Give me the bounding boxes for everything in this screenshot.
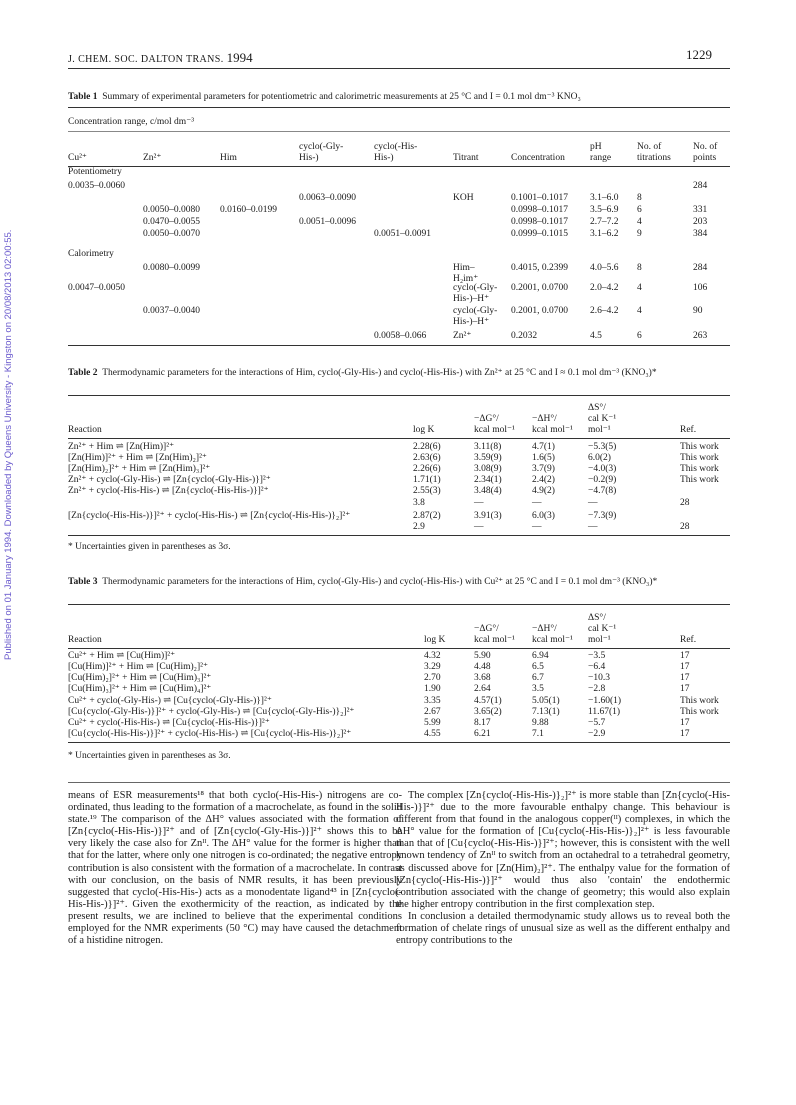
- table1-header-titrant: Titrant: [453, 153, 479, 163]
- table1-cell-cgh: 0.0051–0.0096: [299, 217, 356, 227]
- table1-cell-npts: 284: [693, 181, 708, 191]
- table1-cell-ph: 3.1–6.0: [590, 193, 619, 203]
- table1-header-chh: cyclo(-His- His-): [374, 142, 418, 163]
- table3-cell-ds: −3.5: [588, 651, 606, 661]
- table1-cell-npts: 203: [693, 217, 708, 227]
- table1-cell-titrant: Him– H₂im⁺: [453, 263, 479, 284]
- table1-cell-ntit: 8: [637, 263, 642, 273]
- table2-cell-dg: 3.59(9): [474, 453, 502, 463]
- table2-cell-dg: —: [474, 498, 484, 508]
- table1-cell-zn: 0.0050–0.0070: [143, 229, 200, 239]
- table3-bottom-rule: [68, 742, 730, 743]
- table3-cell-ds: −2.8: [588, 684, 606, 694]
- table2-header-dg: −ΔG°/ kcal mol⁻¹: [474, 414, 515, 435]
- journal-name: J. CHEM. SOC. DALTON TRANS.: [68, 54, 224, 65]
- table2-cell-dh: 6.0(3): [532, 511, 555, 521]
- table1-bottom-rule: [68, 345, 730, 346]
- table3-cell-logk: 4.32: [424, 651, 441, 661]
- table1-section-potentiometry: Potentiometry: [68, 167, 122, 177]
- table3-cell-dh: 3.5: [532, 684, 544, 694]
- table1-cell-conc: 0.0999–0.1015: [511, 229, 568, 239]
- table1-top-rule: [68, 107, 730, 108]
- table1-cell-chh: 0.0051–0.0091: [374, 229, 431, 239]
- table1-cell-conc: 0.2032: [511, 331, 538, 341]
- table3-cell-dg: 6.21: [474, 729, 491, 739]
- table1-cell-ph: 3.1–6.2: [590, 229, 619, 239]
- table3-footnote: * Uncertainties given in parentheses as 3σ.: [68, 751, 231, 761]
- table3-cell-logk: 5.99: [424, 718, 441, 728]
- table2-cell-ref: 28: [680, 522, 690, 532]
- table2-label: Table 2: [68, 368, 98, 378]
- table1-cell-conc: 0.0998–0.1017: [511, 205, 568, 215]
- table2-cell-dh: 4.7(1): [532, 442, 555, 452]
- table1-header-cu: Cu²⁺: [68, 153, 87, 163]
- table3-cell-ref: 17: [680, 684, 690, 694]
- table3-cell-dh: 6.94: [532, 651, 549, 661]
- table2-cell-ds: 6.0(2): [588, 453, 611, 463]
- table2-cell-ref: This work: [680, 453, 719, 463]
- table1-cell-conc: 0.2001, 0.0700: [511, 306, 568, 316]
- table2-cell-ds: −0.2(9): [588, 475, 617, 485]
- table2-cell-ds: −7.3(9): [588, 511, 617, 521]
- table2-cell-ds: —: [588, 498, 598, 508]
- table1-cell-ph: 2.6–4.2: [590, 306, 619, 316]
- table1-header-ntit: No. of titrations: [637, 142, 671, 163]
- table2-cell-logk: 2.55(3): [413, 486, 441, 496]
- table3-cell-ref: 17: [680, 718, 690, 728]
- table2-cell-dh: 3.7(9): [532, 464, 555, 474]
- table1-cell-titrant: cyclo(-Gly- His-)–H⁺: [453, 306, 498, 327]
- table2-cell-dg: 3.48(4): [474, 486, 502, 496]
- table3-cell-ref: 17: [680, 673, 690, 683]
- table1-header-ph: pH range: [590, 142, 612, 163]
- table3-cell-reaction: [Cu(Him)₃]²⁺ + Him ⇌ [Cu(Him)₄]²⁺: [68, 684, 212, 694]
- table3-cell-reaction: [Cu{cyclo(-His-His-)}]²⁺ + cyclo(-His-His-) ⇌ [Cu{cyclo(-His-His-)}₂]²⁺: [68, 729, 352, 739]
- body-right-column: [396, 790, 730, 947]
- table1-cell-npts: 263: [693, 331, 708, 341]
- table1-cell-npts: 384: [693, 229, 708, 239]
- table2-cell-ref: This work: [680, 475, 719, 485]
- tables-end-rule: [68, 782, 730, 783]
- table2-cell-dh: —: [532, 498, 542, 508]
- table2-top-rule: [68, 395, 730, 396]
- table3-cell-ref: This work: [680, 707, 719, 717]
- table1-cell-ntit: 6: [637, 331, 642, 341]
- table1-cell-conc: 0.1001–0.1017: [511, 193, 568, 203]
- table3-cell-logk: 2.67: [424, 707, 441, 717]
- table1-section-calorimetry: Calorimetry: [68, 249, 114, 259]
- table2-cell-reaction: [Zn(Him)₂]²⁺ + Him ⇌ [Zn(Him)₃]²⁺: [68, 464, 211, 474]
- table2-cell-reaction: Zn²⁺ + cyclo(-Gly-His-) ⇌ [Zn{cyclo(-Gly-His-)}]²⁺: [68, 475, 271, 485]
- table1-header-zn: Zn²⁺: [143, 153, 162, 163]
- table2-cell-logk: 3.8: [413, 498, 425, 508]
- table1-cell-titrant: Zn²⁺: [453, 331, 472, 341]
- table3-cell-ref: 17: [680, 651, 690, 661]
- table2-cell-logk: 2.87(2): [413, 511, 441, 521]
- table3-label: Table 3: [68, 577, 98, 587]
- table3-cell-reaction: [Cu{cyclo(-Gly-His-)}]²⁺ + cyclo(-Gly-His-) ⇌ [Cu{cyclo(-Gly-His-)}₂]²⁺: [68, 707, 355, 717]
- table3-cell-dh: 7.13(1): [532, 707, 560, 717]
- table2-cell-ds: −4.0(3): [588, 464, 617, 474]
- table1-cell-ntit: 6: [637, 205, 642, 215]
- table3-cell-ds: 11.67(1): [588, 707, 621, 717]
- table1-cell-conc: 0.4015, 0.2399: [511, 263, 568, 273]
- table3-cell-dg: 4.48: [474, 662, 491, 672]
- table2-cell-dh: —: [532, 522, 542, 532]
- table1-cell-npts: 331: [693, 205, 708, 215]
- table1-label: Table 1: [68, 92, 98, 102]
- table2-cell-dh: 1.6(5): [532, 453, 555, 463]
- table1-cell-ph: 4.0–5.6: [590, 263, 619, 273]
- table1-cell-zn: 0.0037–0.0040: [143, 306, 200, 316]
- table1-cell-ph: 3.5–6.9: [590, 205, 619, 215]
- table1-cell-ntit: 9: [637, 229, 642, 239]
- table1-cell-ntit: 4: [637, 306, 642, 316]
- table2-cell-ds: —: [588, 522, 598, 532]
- table2-cell-dg: 3.91(3): [474, 511, 502, 521]
- table2-cell-ref: This work: [680, 442, 719, 452]
- table3-cell-ref: 17: [680, 662, 690, 672]
- table3-cell-ref: This work: [680, 696, 719, 706]
- table2-cell-dg: 2.34(1): [474, 475, 502, 485]
- table2-header-ref: Ref.: [680, 425, 697, 435]
- table3-cell-reaction: Cu²⁺ + Him ⇌ [Cu(Him)]²⁺: [68, 651, 176, 661]
- table1-cell-zn: 0.0080–0.0099: [143, 263, 200, 273]
- table2-cell-dg: 3.11(8): [474, 442, 502, 452]
- table3-cell-dg: 4.57(1): [474, 696, 502, 706]
- table3-cell-ds: −6.4: [588, 662, 606, 672]
- table2-cell-dg: —: [474, 522, 484, 532]
- table1-cell-npts: 284: [693, 263, 708, 273]
- table2-cell-reaction: [Zn(Him)]²⁺ + Him ⇌ [Zn(Him)₂]²⁺: [68, 453, 207, 463]
- header-rule: [68, 68, 730, 69]
- table3-top-rule: [68, 604, 730, 605]
- table3-cell-dg: 5.90: [474, 651, 491, 661]
- table3-cell-dh: 7.1: [532, 729, 544, 739]
- table3-cell-ds: −5.7: [588, 718, 606, 728]
- table1-cell-titrant: KOH: [453, 193, 474, 203]
- page-number: 1229: [686, 47, 712, 62]
- table2-cell-ref: This work: [680, 464, 719, 474]
- table1-caption: [68, 91, 738, 103]
- table2-cell-reaction: [Zn{cyclo(-His-His-)}]²⁺ + cyclo(-His-His-) ⇌ [Zn{cyclo(-His-His-)}₂]²⁺: [68, 511, 351, 521]
- table2-header-dh: −ΔH°/ kcal mol⁻¹: [532, 414, 573, 435]
- table2-header-logk: log K: [413, 425, 435, 435]
- table1-cell-titrant: cyclo(-Gly- His-)–H⁺: [453, 283, 498, 304]
- table1-cell-ntit: 8: [637, 193, 642, 203]
- body-right-paragraph-1: The complex [Zn{cyclo(-His-His-)}₂]²⁺ is more stable than [Zn{cyclo(-His-His-)}]²⁺ due to the more favourable enthalpy change. This behaviour is different from that found in the analogous copper(ᴵᴵ) complexes, in which the ΔH° value for the formation of [Cu{cyclo(-His-His-)}₂]²⁺ is less favourable than that of [Cu{cyclo(-His-His-)}]²⁺; however, this is consistent with the well known tendency of Znᴵᴵ to switch from an octahedral to a tetrahedral geometry, as discussed above for [Zn(Him)₂]²⁺. The enthalpy value for the formation of [Zn{cyclo(-His-His-)}]²⁺ would thus also 'contain' the endothermic contribution associated with the change of geometry; this would also explain the higher entropy contribution in the first complexation step.: [396, 790, 730, 910]
- journal-year: 1994: [226, 50, 253, 65]
- table1-header-rule: [68, 166, 730, 167]
- table3-header-logk: log K: [424, 635, 446, 645]
- table1-cell-chh: 0.0058–0.066: [374, 331, 427, 341]
- table1-cell-npts: 90: [693, 306, 703, 316]
- table3-cell-logk: 2.70: [424, 673, 441, 683]
- table3-cell-logk: 4.55: [424, 729, 441, 739]
- table2-cell-ds: −5.3(5): [588, 442, 617, 452]
- table2-header-ds: ΔS°/ cal K⁻¹ mol⁻¹: [588, 403, 617, 435]
- table1-cell-zn: 0.0050–0.0080: [143, 205, 200, 215]
- table2-cell-logk: 1.71(1): [413, 475, 441, 485]
- running-header: [68, 50, 253, 66]
- table3-cell-dh: 6.7: [532, 673, 544, 683]
- table3-cell-dg: 3.65(2): [474, 707, 502, 717]
- table3-caption-text: Thermodynamic parameters for the interactions of Him, cyclo(-Gly-His-) and cyclo(-His-His-) with Cu²⁺ at 25 °C and I = 0.1 mol dm⁻³ (KNO₃)*: [102, 577, 658, 587]
- table3-cell-reaction: [Cu(Him)₂]²⁺ + Him ⇌ [Cu(Him)₃]²⁺: [68, 673, 212, 683]
- table2-cell-logk: 2.63(6): [413, 453, 441, 463]
- table1-header-conc: Concentration: [511, 153, 565, 163]
- table1-cell-him: 0.0160–0.0199: [220, 205, 277, 215]
- table1-header-npts: No. of points: [693, 142, 718, 163]
- table3-header-ds: ΔS°/ cal K⁻¹ mol⁻¹: [588, 613, 617, 645]
- table3-cell-reaction: Cu²⁺ + cyclo(-His-His-) ⇌ [Cu{cyclo(-His-His-)}]²⁺: [68, 718, 270, 728]
- table3-header-dh: −ΔH°/ kcal mol⁻¹: [532, 624, 573, 645]
- table3-cell-ds: −1.60(1): [588, 696, 622, 706]
- table2-cell-reaction: Zn²⁺ + Him ⇌ [Zn(Him)]²⁺: [68, 442, 175, 452]
- table1-header-him: Him: [220, 153, 237, 163]
- table3-cell-logk: 3.35: [424, 696, 441, 706]
- table1-cell-conc: 0.2001, 0.0700: [511, 283, 568, 293]
- body-left-column: [68, 790, 402, 947]
- table3-cell-logk: 1.90: [424, 684, 441, 694]
- table2-caption: [68, 367, 738, 379]
- table3-cell-ds: −2.9: [588, 729, 606, 739]
- table3-caption: [68, 576, 738, 588]
- table3-cell-reaction: [Cu(Him)]²⁺ + Him ⇌ [Cu(Him)₂]²⁺: [68, 662, 209, 672]
- table2-header-reaction: Reaction: [68, 425, 102, 435]
- table3-header-ref: Ref.: [680, 635, 697, 645]
- table1-cell-ph: 2.0–4.2: [590, 283, 619, 293]
- table3-cell-logk: 3.29: [424, 662, 441, 672]
- table2-cell-ref: 28: [680, 498, 690, 508]
- table1-cell-cu: 0.0035–0.0060: [68, 181, 125, 191]
- table2-caption-text: Thermodynamic parameters for the interactions of Him, cyclo(-Gly-His-) and cyclo(-His-His-) with Zn²⁺ at 25 °C and I ≈ 0.1 mol dm⁻³ (KNO₃)*: [102, 368, 657, 378]
- table2-cell-dh: 2.4(2): [532, 475, 555, 485]
- table1-caption-text: Summary of experimental parameters for potentiometric and calorimetric measurements at 25 °C and I = 0.1 mol dm⁻³ KNO₃: [102, 92, 581, 102]
- table3-cell-dh: 6.5: [532, 662, 544, 672]
- table1-header-cgh: cyclo(-Gly- His-): [299, 142, 344, 163]
- table3-cell-ref: 17: [680, 729, 690, 739]
- table3-cell-dh: 5.05(1): [532, 696, 560, 706]
- body-right-paragraph-2: In conclusion a detailed thermodynamic study allows us to reveal both the formation of chelate rings of unusual size as well as the different enthalpy and entropy contributions to the: [396, 910, 730, 947]
- table2-cell-ds: −4.7(8): [588, 486, 617, 496]
- table1-cell-cgh: 0.0063–0.0090: [299, 193, 356, 203]
- table2-cell-dg: 3.08(9): [474, 464, 502, 474]
- table3-header-rule: [68, 648, 730, 649]
- table3-cell-dg: 2.64: [474, 684, 491, 694]
- table2-cell-logk: 2.28(6): [413, 442, 441, 452]
- table2-cell-reaction: Zn²⁺ + cyclo(-His-His-) ⇌ [Zn{cyclo(-His-His-)}]²⁺: [68, 486, 269, 496]
- table1-cell-conc: 0.0998–0.1017: [511, 217, 568, 227]
- table1-cell-zn: 0.0470–0.0055: [143, 217, 200, 227]
- table1-cell-ph: 2.7–7.2: [590, 217, 619, 227]
- table3-cell-ds: −10.3: [588, 673, 610, 683]
- table3-cell-dg: 8.17: [474, 718, 491, 728]
- table3-cell-reaction: Cu²⁺ + cyclo(-Gly-His-) ⇌ [Cu{cyclo(-Gly-His-)}]²⁺: [68, 696, 272, 706]
- table2-bottom-rule: [68, 535, 730, 536]
- table2-header-rule: [68, 438, 730, 439]
- table1-cell-ntit: 4: [637, 217, 642, 227]
- table1-cell-npts: 106: [693, 283, 708, 293]
- table2-footnote: * Uncertainties given in parentheses as 3σ.: [68, 542, 231, 552]
- table2-cell-logk: 2.9: [413, 522, 425, 532]
- body-left-paragraph: means of ESR measurements¹⁸ that both cyclo(-His-His-) nitrogens are co-ordinated, thus leading to the formation of a macrochelate, as found in the solid state.¹⁹ The comparison of the ΔH° values associated with the formation of [Zn{cyclo(-His-His-)}]²⁺ and of [Zn{cyclo(-Gly-His-)}]²⁺ shows this to be very likely the case also for Znᴵᴵ. The ΔH° value for the former is higher than that for the latter, where only one nitrogen is co-ordinated; the negative entropy contribution is also consistent with the formation of a macrochelate. In contrast with our conclusion, on the basis of NMR results, it has been previously suggested that cyclo(-His-His-) acts as a monodentate ligand⁴³ in [Zn{cyclo(-His-His-)}]²⁺. Given the exothermicity of the reaction, as indicated by the present results, we are inclined to believe that the experimental conditions employed for the NMR experiments (50 °C) may have caused the detachment of a histidine nitrogen.: [68, 790, 403, 947]
- table1-cell-ntit: 4: [637, 283, 642, 293]
- table3-cell-dg: 3.68: [474, 673, 491, 683]
- table1-subrule: [68, 131, 730, 132]
- table1-cell-cu: 0.0047–0.0050: [68, 283, 125, 293]
- table3-header-reaction: Reaction: [68, 635, 102, 645]
- table1-cell-ph: 4.5: [590, 331, 602, 341]
- table2-cell-dh: 4.9(2): [532, 486, 555, 496]
- table2-cell-logk: 2.26(6): [413, 464, 441, 474]
- table1-conc-range: Concentration range, c/mol dm⁻³: [68, 117, 195, 127]
- table3-cell-dh: 9.88: [532, 718, 549, 728]
- download-watermark[interactable]: Published on 01 January 1994. Downloaded by Queens University - Kingston on 20/08/2013 02:00:55.: [3, 229, 14, 660]
- table3-header-dg: −ΔG°/ kcal mol⁻¹: [474, 624, 515, 645]
